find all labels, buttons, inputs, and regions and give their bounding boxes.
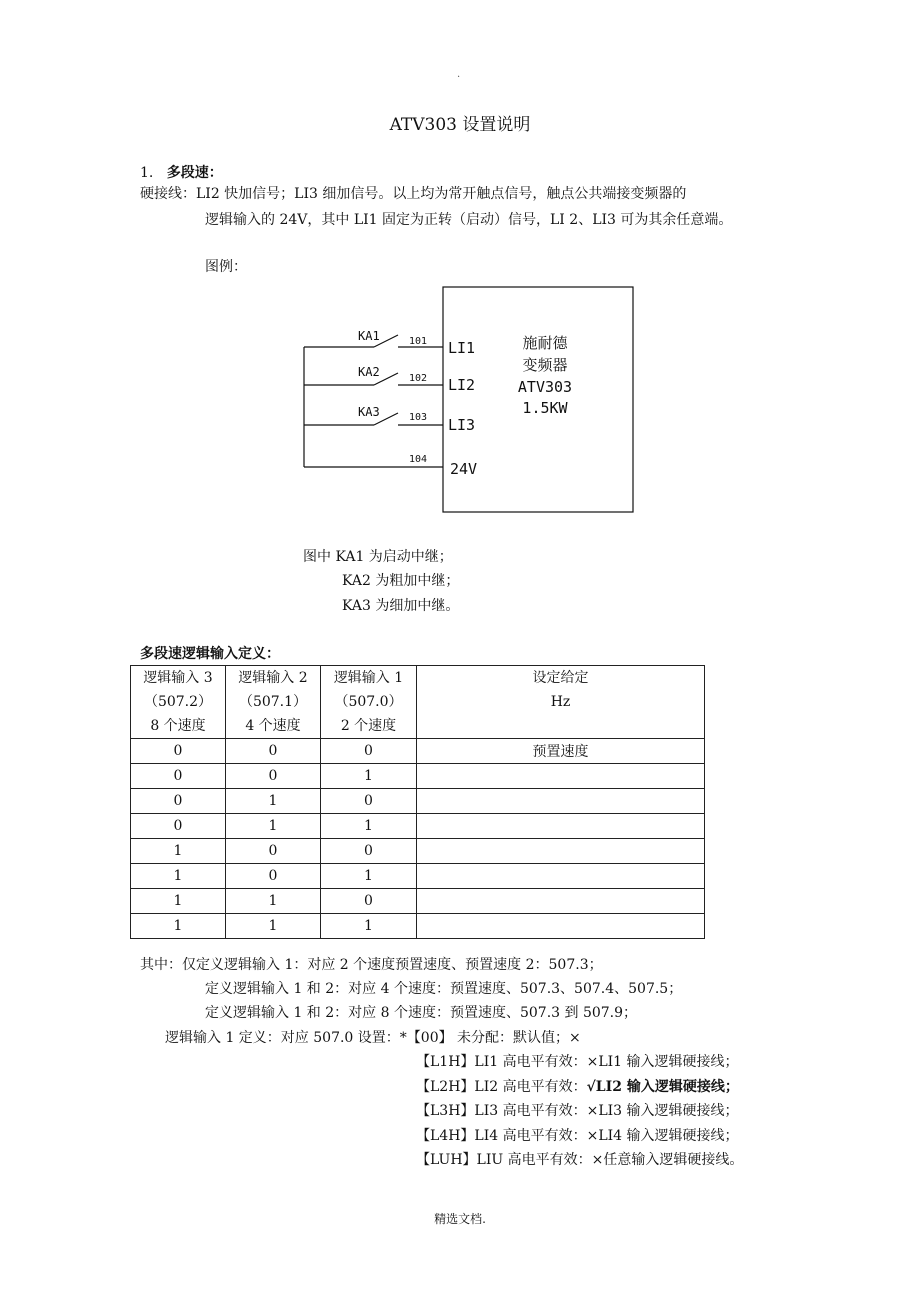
table-cell: 0 <box>321 889 417 914</box>
note-line-1: 其中：仅定义逻辑输入 1：对应 2 个速度预置速度、预置速度 2：507.3； <box>140 957 603 973</box>
relay-ka1-label: KA1 <box>358 329 380 343</box>
multispeed-table <box>130 665 705 939</box>
table-cell: 1 <box>226 814 321 839</box>
wiring-paragraph-1: 硬接线：LI2 快加信号；LI3 细加信号。以上均为常开触点信号，触点公共端接变频器的 <box>140 186 687 202</box>
table-cell: 1 <box>131 914 226 939</box>
table-cell: 1 <box>321 864 417 889</box>
table-row <box>131 914 705 939</box>
device-model: ATV303 <box>517 378 573 396</box>
note-line-2: 定义逻辑输入 1 和 2：对应 4 个速度：预置速度、507.3、507.4、507.5； <box>205 981 683 997</box>
table-cell: 0 <box>226 739 321 764</box>
table-cell: 1 <box>131 889 226 914</box>
device-type: 变频器 <box>522 356 568 374</box>
table-row <box>131 889 705 914</box>
caption-line-1: 图中 KA1 为启动中继； <box>303 549 453 565</box>
table-cell: 0 <box>131 739 226 764</box>
table-cell: 预置速度 <box>417 739 705 764</box>
table-cell: 0 <box>131 814 226 839</box>
note-line-3: 定义逻辑输入 1 和 2：对应 8 个速度：预置速度、507.3 到 507.9； <box>205 1005 638 1021</box>
terminal-li3: LI3 <box>448 416 476 434</box>
table-cell <box>417 764 705 789</box>
option-l2h: 【L2H】LI2 高电平有效：√LI2 输入逻辑硬接线； <box>416 1079 739 1095</box>
section-title: 多段速： <box>166 165 223 181</box>
caption-line-3: KA3 为细加中继。 <box>342 598 460 614</box>
table-cell: 1 <box>321 814 417 839</box>
table-row <box>131 789 705 814</box>
table-row <box>131 764 705 789</box>
table-row <box>131 839 705 864</box>
header-dot: . <box>457 69 461 80</box>
table-cell: 0 <box>226 764 321 789</box>
page-footer: 精选文档. <box>434 1212 486 1226</box>
table-cell: 0 <box>226 864 321 889</box>
wire-102-label: 102 <box>409 373 428 384</box>
table-row <box>131 864 705 889</box>
table-cell: 0 <box>226 839 321 864</box>
table-cell: 0 <box>131 764 226 789</box>
option-l3h: 【L3H】LI3 高电平有效：×LI3 输入逻辑硬接线； <box>416 1103 739 1119</box>
option-l1h: 【L1H】LI1 高电平有效：×LI1 输入逻辑硬接线； <box>416 1054 739 1070</box>
header-logic-input-3: 逻辑输入 3 （507.2） 8 个速度 <box>131 666 226 739</box>
terminal-24v: 24V <box>450 460 478 478</box>
section-number: 1. <box>140 165 154 181</box>
table-cell <box>417 914 705 939</box>
relay-ka2-label: KA2 <box>358 365 380 379</box>
table-cell <box>417 789 705 814</box>
terminal-li1: LI1 <box>448 339 476 357</box>
device-power: 1.5KW <box>522 399 568 417</box>
note-line-4: 逻辑输入 1 定义：对应 507.0 设置：*【00】 未分配：默认值；× <box>165 1030 581 1046</box>
table-cell: 0 <box>321 839 417 864</box>
table-cell: 1 <box>131 839 226 864</box>
table-cell <box>417 814 705 839</box>
header-setpoint: 设定给定 Hz <box>417 666 705 739</box>
header-logic-input-1: 逻辑输入 1 （507.0） 2 个速度 <box>321 666 417 739</box>
table-cell <box>417 864 705 889</box>
option-luh: 【LUH】LIU 高电平有效：×任意输入逻辑硬接线。 <box>416 1152 744 1168</box>
option-l4h: 【L4H】LI4 高电平有效：×LI4 输入逻辑硬接线； <box>416 1128 739 1144</box>
table-cell: 0 <box>131 789 226 814</box>
table-cell <box>417 889 705 914</box>
header-logic-input-2: 逻辑输入 2 （507.1） 4 个速度 <box>226 666 321 739</box>
table-cell: 1 <box>226 789 321 814</box>
table-cell: 1 <box>321 764 417 789</box>
table-cell: 1 <box>321 914 417 939</box>
caption-line-2: KA2 为粗加中继； <box>342 573 460 589</box>
table-cell <box>417 839 705 864</box>
table-cell: 1 <box>226 914 321 939</box>
terminal-li2: LI2 <box>448 376 476 394</box>
legend-label: 图例： <box>205 259 247 275</box>
table-cell: 0 <box>321 739 417 764</box>
relay-ka3-label: KA3 <box>358 405 380 419</box>
wiring-diagram <box>0 0 920 560</box>
table-cell: 0 <box>321 789 417 814</box>
table-header-row <box>131 666 705 739</box>
wire-104-label: 104 <box>409 454 428 465</box>
wire-103-label: 103 <box>409 412 428 423</box>
table-row <box>131 739 705 764</box>
wire-101-label: 101 <box>409 336 428 347</box>
table-title: 多段速逻辑输入定义： <box>140 646 280 662</box>
wiring-paragraph-2: 逻辑输入的 24V，其中 LI1 固定为正转（启动）信号，LI 2、LI3 可为其余任意端。 <box>205 212 733 228</box>
table-row <box>131 814 705 839</box>
document-title: ATV303 设置说明 <box>389 115 531 135</box>
table-cell: 1 <box>226 889 321 914</box>
table-cell: 1 <box>131 864 226 889</box>
device-brand: 施耐德 <box>522 334 568 352</box>
